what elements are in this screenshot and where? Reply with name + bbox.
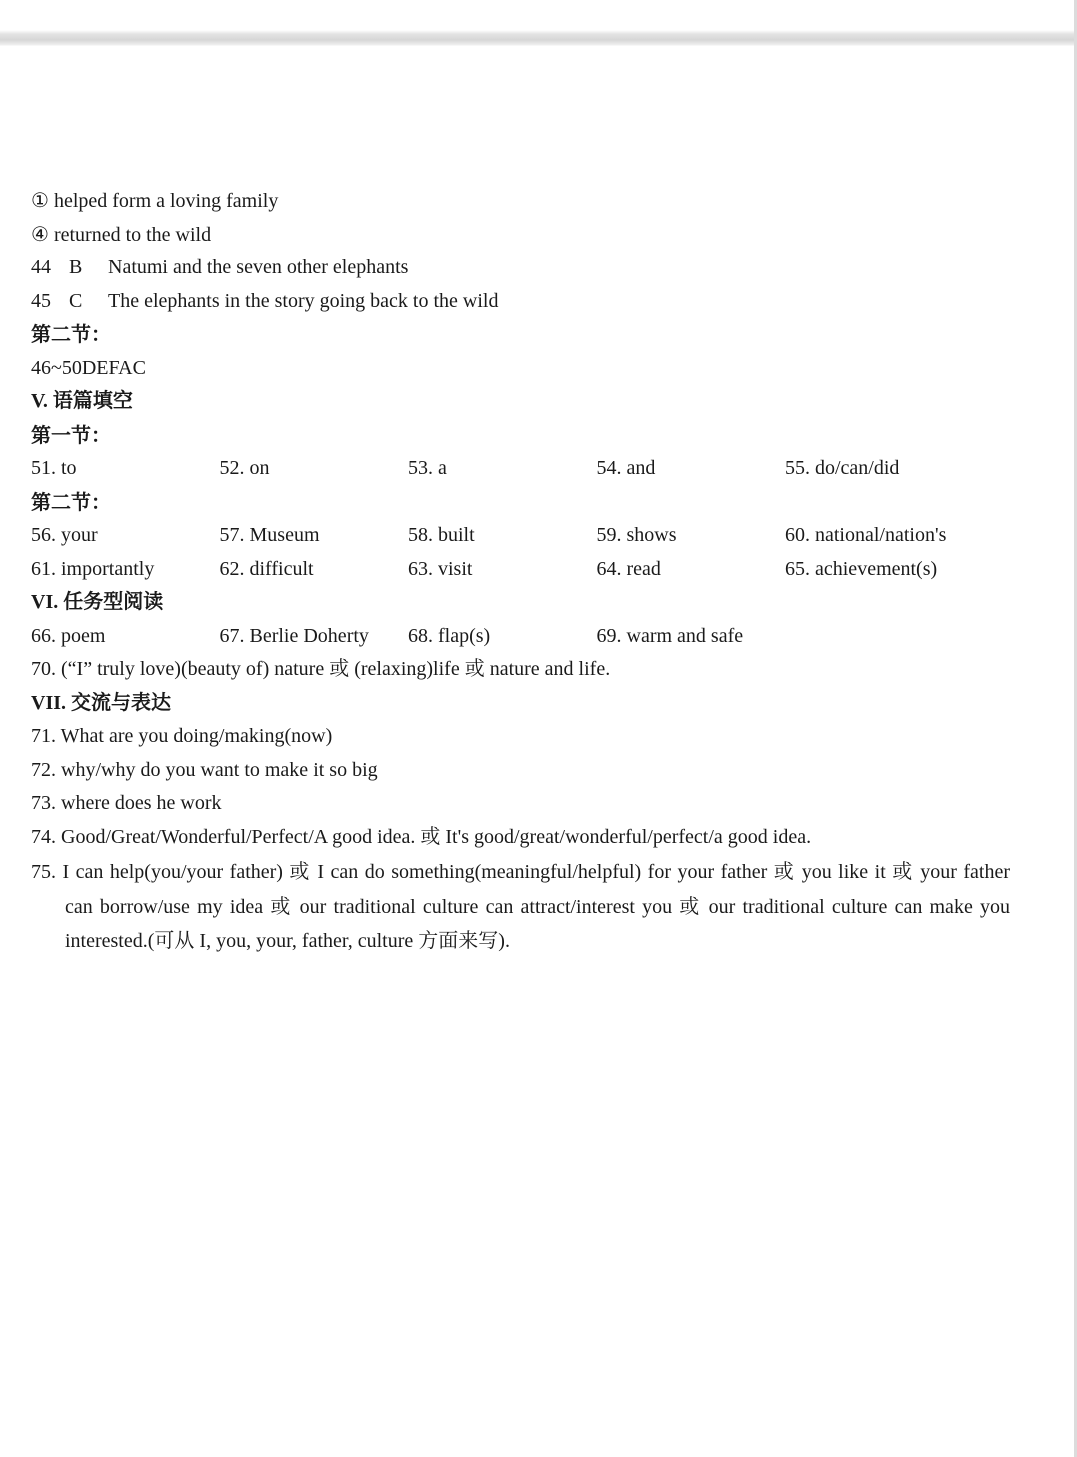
- answers-51-55: [31, 452, 1021, 486]
- answer-cell: 54. and: [596, 457, 656, 479]
- answer-cell: 63. visit: [408, 557, 473, 580]
- answer-cell: 53. a: [408, 457, 447, 479]
- question-number: 45: [31, 289, 51, 312]
- scan-top-edge: [0, 0, 1077, 46]
- circled-number-4: ④: [31, 221, 49, 246]
- section-heading: 第二节：: [31, 489, 111, 514]
- answer-cell: 51. to: [31, 457, 77, 479]
- answer-44: [31, 251, 1021, 285]
- answer-cell: 60. national/nation's: [785, 524, 947, 546]
- answer-cell: 61. importantly: [31, 557, 155, 580]
- question-number: 44: [31, 256, 51, 278]
- circled-number-1: ①: [31, 188, 49, 212]
- answer-72: 72. why/why do you want to make it so big: [31, 758, 378, 781]
- answers-56-60: [31, 519, 1021, 553]
- answer-71: 71. What are you doing/making(now): [31, 725, 333, 747]
- answer-cell: 68. flap(s): [408, 624, 491, 647]
- answer-text: Natumi and the seven other elephants: [108, 256, 409, 278]
- answer-cell: 58. built: [408, 524, 475, 546]
- answer-text: returned to the wild: [48, 223, 212, 246]
- answer-70: 70. (“I” truly love)(beauty of) nature 或 (relaxing)life 或 nature and life.: [31, 658, 611, 680]
- answer-cell: 64. read: [596, 557, 661, 580]
- answers-66-69: [31, 620, 1021, 654]
- answer-text: The elephants in the story going back to the wild: [108, 289, 499, 312]
- answer-cell: 59. shows: [596, 524, 677, 546]
- answer-cell: 67. Berlie Doherty: [219, 624, 369, 647]
- part-heading-v: V. 语篇填空: [31, 390, 133, 412]
- answer-cell: 55. do/can/did: [785, 457, 900, 479]
- answer-74: 74. Good/Great/Wonderful/Perfect/A good idea. 或 It's good/great/wonderful/perfect/a good idea.: [31, 825, 812, 848]
- answer-45: [31, 285, 1021, 319]
- answers-61-65: [31, 553, 1021, 587]
- answer-73: 73. where does he work: [31, 792, 222, 814]
- answer-cell: 65. achievement(s): [785, 557, 938, 580]
- answer-cell: 57. Museum: [219, 524, 320, 546]
- answer-cell: 69. warm and safe: [596, 624, 744, 647]
- answer-cell: 66. poem: [31, 624, 106, 647]
- answer-text: helped form a loving family: [48, 190, 279, 212]
- answer-43-item-4: [31, 218, 1021, 252]
- answer-key: [31, 184, 1021, 959]
- section-heading: 第一节：: [31, 422, 111, 447]
- answer-cell: 62. difficult: [219, 557, 314, 580]
- answer-75: 75. I can help(you/your father) 或 I can do something(meaningful/helpful) for your father 或 you like it 或 your father can borrow/use my idea 或 our traditional culture can attract/interest you 或 our traditional culture can make you interested.(可从 I, you, your, father, culture 方面来写).: [31, 861, 1010, 952]
- answer-46-50: 46~50DEFAC: [31, 356, 146, 379]
- answer-letter: C: [69, 289, 83, 312]
- answer-letter: B: [69, 256, 83, 278]
- part-heading-vii: VII. 交流与表达: [31, 691, 172, 714]
- section-heading: 第二节：: [31, 322, 111, 346]
- answer-cell: 56. your: [31, 524, 98, 546]
- answer-cell: 52. on: [219, 457, 270, 479]
- part-heading-vi: VI. 任务型阅读: [31, 591, 164, 613]
- answer-43-item-1: [31, 184, 1021, 218]
